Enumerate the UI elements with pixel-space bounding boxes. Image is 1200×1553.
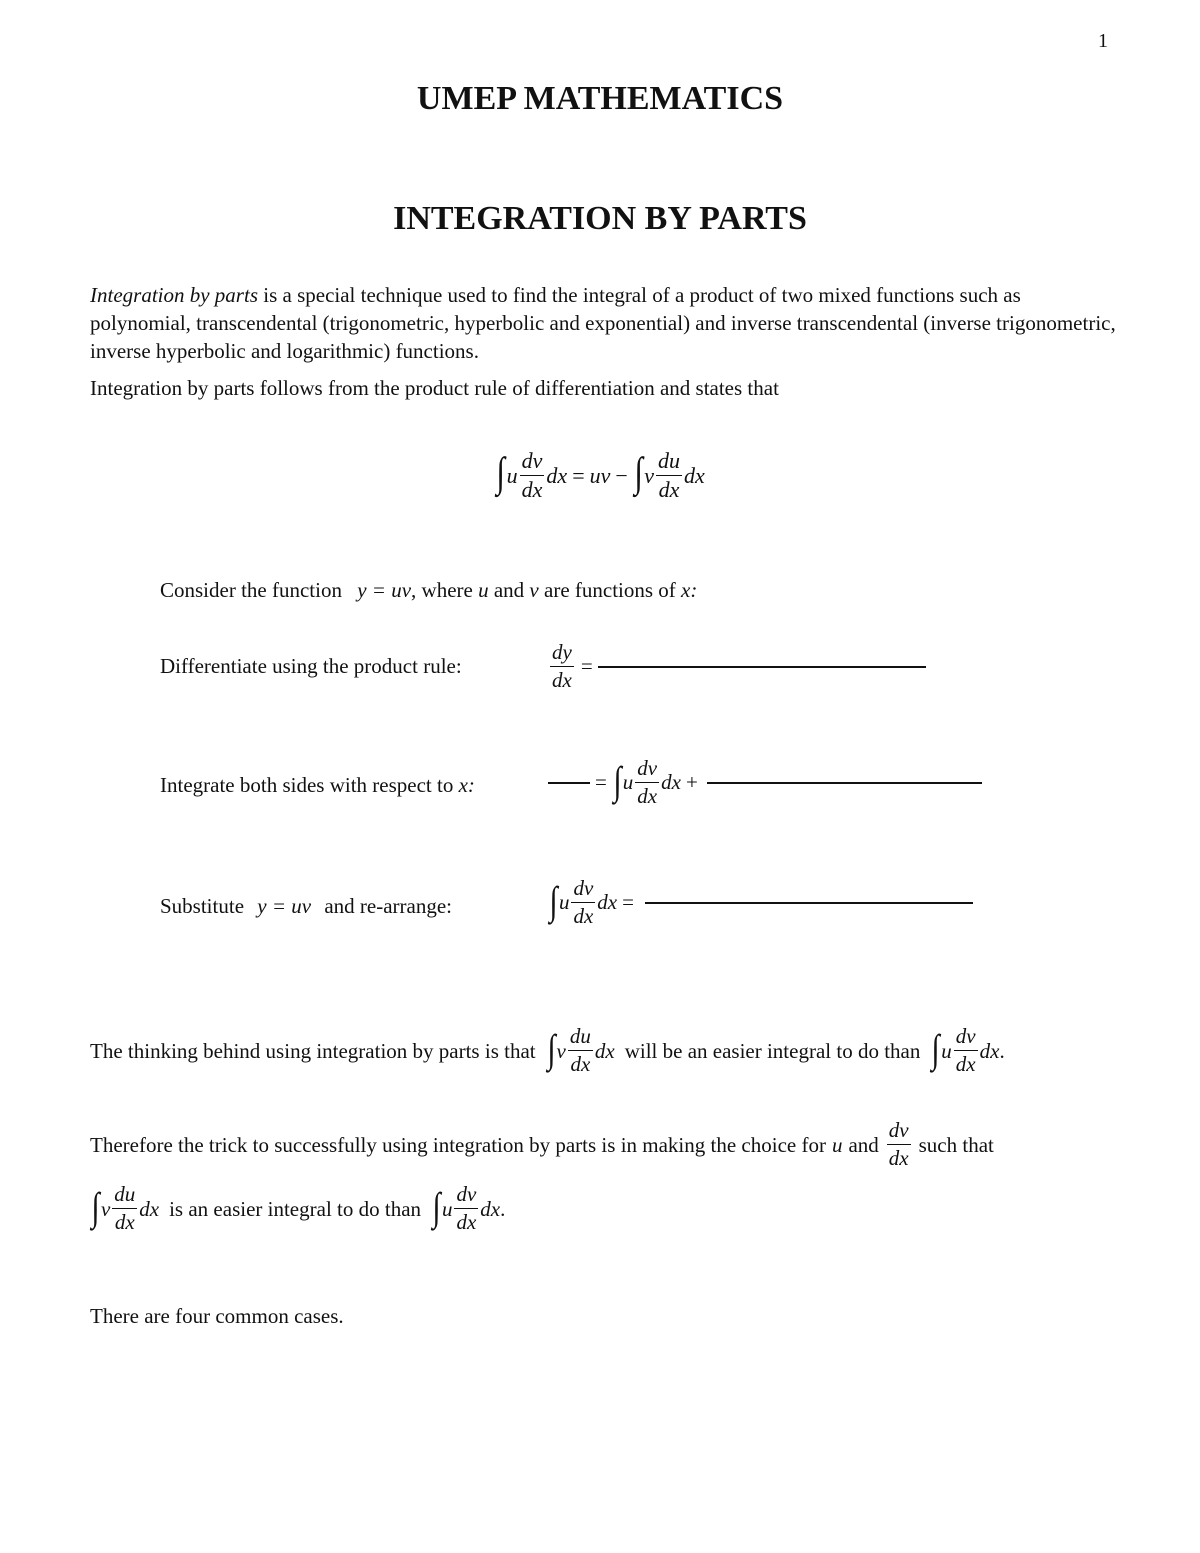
substitute-prefix: Substitute [160,894,245,918]
integrate-label [160,773,475,798]
page-number: 1 [1098,30,1108,52]
trick-prefix: Therefore the trick to successfully using integration by parts is in making the choice for [90,1132,826,1157]
consider-where: , where [411,578,473,602]
differentiate-label: Differentiate using the product rule: [160,654,462,678]
closing-sentence: There are four common cases. [90,1304,344,1328]
consider-equation: y = uv [357,578,412,602]
substitute-line [160,894,452,919]
substitute-suffix: and re-arrange: [324,894,452,918]
answer-blank-derivative[interactable] [598,665,926,668]
var-v: v [529,578,539,602]
trick-var-u: u [831,1132,843,1157]
integration-by-parts-formula: ∫ u $\frac{dv}{dx}$ dx = uv − ∫ v $\frac{du}{dx}$ dx [496,448,705,502]
substitute-equation: y = uv [257,894,312,918]
trick-suffix: such that [918,1132,994,1157]
page-title: UMEP MATHEMATICS [416,80,784,117]
trick-sentence-line1: Therefore the trick to successfully using integration by parts is in making the choice for u and $\frac{dv}{dx}$ such that [90,1118,994,1170]
intro-term: Integration by parts [90,283,258,307]
integrate-text: Integrate both sides with respect to [160,773,454,797]
thinking-prefix: The thinking behind using integration by parts is that [90,1038,536,1063]
intro-statement: Integration by parts follows from the product rule of differentiation and states that [90,376,779,400]
intro-text: is a special technique used to find the integral of a product of two mixed functions such as polynomial, transcendental (trigonometric, hyperbolic and exponential) and inverse transcendental (inverse trigonometric, inverse hyperbolic and logarithmic) functions. [90,283,1116,363]
consider-line [160,578,697,603]
integrate-var: x: [458,773,475,797]
thinking-middle: will be an easier integral to do than [624,1038,921,1063]
var-u: u [478,578,489,602]
answer-blank-left[interactable] [548,781,590,784]
consider-prefix: Consider the function [160,578,342,602]
trick-and: and [848,1132,879,1157]
differentiate-equation: $\frac{dy}{dx}$ = [548,640,926,691]
consider-functions-of: are functions of [544,578,676,602]
var-x: x: [681,578,698,602]
trick-sentence-line2: ∫ v $\frac{du}{dx}$ dx is an easier integral to do than ∫ u $\frac{dv}{dx}$ dx . [91,1182,506,1234]
trick-line2-end: . [500,1196,506,1221]
integrate-equation: = ∫ u $\frac{dv}{dx}$ dx + [548,758,982,807]
intro-paragraph [90,281,1120,365]
thinking-sentence: The thinking behind using integration by parts is that ∫ v $\frac{du}{dx}$ dx will be an easier integral to do than ∫ u $\frac{dv}{dx}$ dx . [90,1024,1005,1076]
trick-line2-middle: is an easier integral to do than [169,1196,422,1221]
answer-blank-result[interactable] [645,901,973,904]
substitute-result-equation: ∫ u $\frac{dv}{dx}$ dx = [548,878,973,927]
section-title: INTEGRATION BY PARTS [393,200,807,237]
and-word: and [493,578,525,602]
answer-blank-integral[interactable] [707,781,982,784]
thinking-end: . [999,1038,1005,1063]
